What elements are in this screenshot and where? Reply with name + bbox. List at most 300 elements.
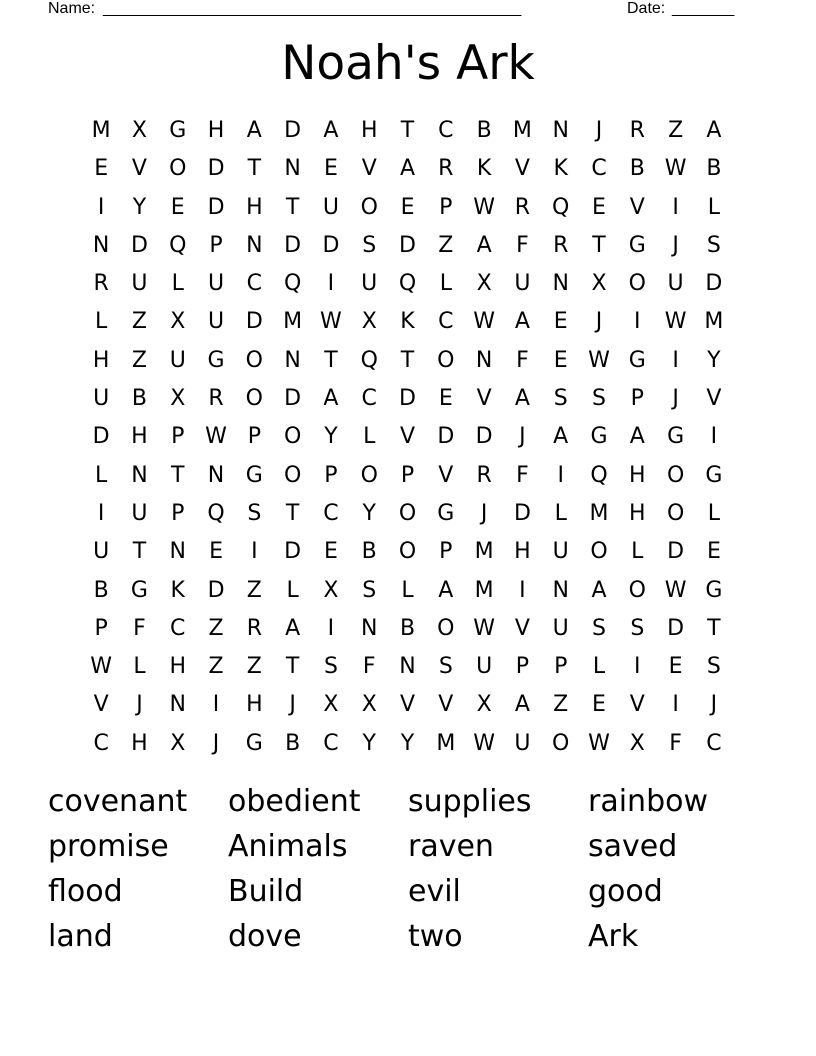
grid-letter: O [283,424,302,450]
word-list-item: promise [48,829,169,864]
grid-letter: D [284,232,302,258]
grid-letter: L [95,462,108,488]
word-search-grid [82,114,734,765]
grid-letter: W [664,309,687,335]
grid-letter: J [595,118,603,143]
grid-letter: I [672,347,679,373]
grid-letter: O [245,386,263,412]
grid-letter: V [438,462,454,488]
grid-letter: I [557,462,564,488]
word-list-item: raven [408,829,494,864]
grid-letter: G [130,577,148,603]
grid-letter: S [706,232,721,258]
grid-letter: P [515,654,530,680]
grid-letter: R [438,156,454,182]
grid-letter: I [672,692,679,718]
grid-letter: T [247,156,262,182]
grid-letter: U [131,271,148,297]
grid-letter: G [628,232,646,258]
grid-letter: A [553,424,569,450]
grid-letter: A [399,156,416,182]
word-list-item: flood [48,874,123,909]
grid-letter: X [323,577,339,603]
grid-letter: P [554,654,568,680]
grid-letter: T [400,118,415,143]
grid-letter: O [398,539,417,565]
grid-letter: P [439,194,453,220]
grid-letter: R [246,615,262,641]
grid-letter: N [284,156,301,182]
grid-letter: E [323,539,338,565]
grid-letter: O [245,347,263,373]
grid-letter: D [705,271,723,297]
grid-letter: D [207,156,225,182]
grid-letter: M [589,500,609,526]
grid-letter: M [474,577,494,603]
grid-letter: Z [208,654,224,680]
name-blank-line: _______________________________________________ [103,0,522,17]
grid-letter: V [706,386,722,412]
grid-letter: O [666,500,685,526]
word-list-item: saved [588,829,678,864]
grid-letter: Q [169,232,187,258]
grid-letter: M [474,539,494,565]
grid-letter: L [133,654,146,680]
grid-letter: A [323,118,339,143]
grid-letter: D [322,232,340,258]
grid-letter: F [362,654,376,680]
grid-letter: E [209,539,223,565]
grid-letter: X [629,730,645,756]
grid-letter: Q [283,271,302,297]
grid-row [82,459,734,497]
grid-letter: H [207,118,225,143]
grid-letter: K [170,577,185,603]
grid-letter: X [476,692,492,718]
grid-letter: K [553,156,568,182]
grid-letter: A [706,118,722,143]
grid-letter: C [93,730,109,756]
grid-letter: X [170,386,186,412]
grid-letter: V [438,692,454,718]
grid-letter: W [473,309,495,335]
grid-letter: R [476,462,492,488]
grid-letter: M [512,118,532,143]
grid-letter: A [323,386,339,412]
grid-letter: W [473,615,495,641]
grid-letter: N [360,615,378,641]
grid-letter: A [476,232,492,258]
grid-letter: E [323,156,338,182]
grid-letter: H [131,424,148,450]
grid-letter: J [212,730,220,756]
grid-letter: D [284,539,302,565]
grid-letter: I [97,500,105,526]
grid-letter: J [136,692,143,718]
grid-row [82,535,734,573]
grid-letter: G [437,500,455,526]
grid-letter: D [437,424,455,450]
grid-letter: Y [400,730,415,756]
grid-letter: S [362,232,377,258]
grid-letter: X [170,730,186,756]
grid-letter: H [629,500,646,526]
grid-row [82,305,734,343]
grid-letter: C [323,730,339,756]
grid-letter: A [514,309,530,335]
grid-letter: X [361,309,377,335]
grid-letter: H [629,462,646,488]
grid-letter: N [131,462,148,488]
grid-letter: U [514,271,531,297]
grid-row [82,612,734,650]
grid-letter: A [629,424,645,450]
grid-letter: R [553,232,569,258]
grid-letter: O [552,730,570,756]
grid-letter: T [285,194,300,220]
grid-letter: B [476,118,492,143]
grid-letter: N [169,692,186,718]
page-title: Noah's Ark [281,36,535,91]
grid-letter: U [131,500,148,526]
grid-letter: V [629,194,645,220]
grid-letter: W [320,309,342,335]
grid-letter: O [666,462,685,488]
grid-letter: X [476,271,492,297]
word-list-item: rainbow [588,784,708,819]
grid-letter: E [553,347,568,373]
grid-letter: I [97,194,105,220]
grid-letter: E [94,156,109,182]
grid-letter: S [247,500,262,526]
date-label: Date: [627,0,666,17]
grid-letter: W [664,156,687,182]
grid-letter: J [519,424,526,450]
grid-letter: D [207,194,225,220]
grid-letter: I [327,615,335,641]
date-blank-line: _______ [672,0,735,17]
grid-letter: Z [131,347,147,373]
grid-letter: F [133,615,146,641]
grid-letter: P [209,232,223,258]
grid-letter: E [706,539,721,565]
grid-letter: W [588,347,610,373]
grid-letter: U [476,654,493,680]
grid-letter: G [667,424,685,450]
word-list-item: supplies [408,784,532,819]
grid-letter: Q [207,500,225,526]
grid-letter: E [592,194,606,220]
word-list-item: good [588,874,663,909]
grid-row [82,688,734,726]
grid-letter: D [207,577,225,603]
grid-letter: R [629,118,645,143]
grid-letter: G [245,730,263,756]
grid-letter: F [516,347,529,373]
grid-letter: U [552,615,569,641]
grid-letter: H [131,730,148,756]
grid-letter: C [706,730,722,756]
grid-letter: I [634,309,641,335]
grid-letter: O [437,347,455,373]
grid-letter: E [170,194,185,220]
grid-letter: N [399,654,416,680]
grid-letter: T [285,500,300,526]
grid-letter: Z [668,118,684,143]
grid-letter: X [591,271,607,297]
grid-letter: Q [552,194,570,220]
grid-letter: T [400,347,415,373]
grid-letter: I [519,577,526,603]
grid-letter: U [552,539,569,565]
grid-letter: D [513,500,531,526]
grid-letter: C [591,156,607,182]
grid-letter: A [285,615,301,641]
grid-row [82,152,734,190]
grid-letter: J [710,692,718,718]
grid-letter: I [634,654,641,680]
grid-letter: R [93,271,109,297]
grid-letter: E [668,654,683,680]
grid-letter: U [207,309,225,335]
grid-letter: G [245,462,263,488]
grid-letter: A [591,577,607,603]
grid-letter: S [438,654,453,680]
grid-letter: S [592,615,606,641]
grid-letter: I [251,539,258,565]
grid-letter: G [207,347,225,373]
grid-letter: U [361,271,378,297]
grid-letter: V [514,615,530,641]
grid-letter: P [247,424,261,450]
grid-letter: C [323,500,339,526]
word-list-item: dove [228,919,302,954]
grid-letter: H [246,194,263,220]
grid-letter: O [437,615,455,641]
grid-letter: G [169,118,187,143]
grid-letter: A [438,577,454,603]
grid-letter: W [473,194,495,220]
grid-letter: C [438,309,454,335]
word-list-item: land [48,919,113,954]
grid-letter: H [92,347,110,373]
grid-letter: B [285,730,301,756]
grid-letter: U [514,730,531,756]
grid-letter: Y [132,194,147,220]
grid-letter: U [93,386,110,412]
grid-letter: C [246,271,263,297]
grid-letter: I [710,424,718,450]
grid-letter: B [629,156,645,182]
grid-row [82,497,734,535]
grid-letter: J [595,309,603,335]
grid-letter: X [170,309,186,335]
grid-letter: S [592,386,606,412]
grid-letter: N [92,232,110,258]
grid-letter: P [324,462,338,488]
grid-letter: Z [438,232,454,258]
grid-letter: L [363,424,376,450]
grid-letter: O [590,539,608,565]
word-list-item: covenant [48,784,188,819]
grid-letter: L [95,309,108,335]
grid-letter: W [205,424,227,450]
grid-row [82,229,734,267]
grid-letter: X [131,118,147,143]
grid-letter: U [93,539,110,565]
grid-letter: L [286,577,299,603]
grid-letter: D [475,424,493,450]
grid-letter: E [553,309,568,335]
grid-letter: X [361,692,377,718]
grid-letter: S [553,386,568,412]
word-list-item: obedient [228,784,361,819]
grid-letter: D [130,232,148,258]
grid-row [82,727,734,765]
grid-letter: E [400,194,415,220]
grid-letter: T [324,347,338,373]
grid-letter: U [207,271,225,297]
grid-letter: V [629,692,645,718]
grid-letter: F [669,730,682,756]
grid-letter: V [361,156,377,182]
grid-letter: S [362,577,377,603]
grid-letter: N [207,462,225,488]
grid-letter: Y [707,347,721,373]
grid-letter: W [473,730,495,756]
grid-letter: P [400,462,415,488]
grid-letter: G [705,462,723,488]
grid-letter: E [592,692,606,718]
grid-row [82,420,734,458]
grid-letter: C [170,615,186,641]
grid-letter: K [400,309,415,335]
grid-letter: I [327,271,335,297]
grid-letter: J [672,232,679,258]
grid-letter: U [322,194,339,220]
grid-letter: I [212,692,220,718]
grid-letter: D [667,539,685,565]
grid-letter: B [131,386,147,412]
grid-letter: I [672,194,679,220]
word-list-item: evil [408,874,461,909]
grid-letter: W [588,730,610,756]
grid-letter: N [169,539,186,565]
grid-row [82,191,734,229]
grid-letter: Y [362,730,376,756]
grid-letter: U [667,271,684,297]
grid-letter: O [169,156,187,182]
grid-letter: O [360,194,378,220]
grid-letter: Z [131,309,147,335]
grid-letter: D [667,615,685,641]
grid-letter: Z [246,577,262,603]
grid-letter: D [399,232,416,258]
grid-letter: V [131,156,147,182]
word-list-item: Animals [228,829,348,864]
grid-letter: G [705,577,723,603]
grid-letter: B [361,539,377,565]
grid-letter: Y [362,500,376,526]
grid-letter: A [514,692,530,718]
grid-letter: G [590,424,608,450]
grid-letter: R [514,194,531,220]
grid-letter: H [246,692,263,718]
grid-letter: S [323,654,338,680]
grid-letter: W [664,577,687,603]
grid-row [82,382,734,420]
grid-letter: M [436,730,456,756]
grid-letter: P [94,615,108,641]
grid-letter: N [552,118,569,143]
grid-letter: P [171,424,185,450]
grid-letter: N [552,271,569,297]
grid-letter: T [285,654,300,680]
grid-letter: A [246,118,262,143]
grid-letter: O [283,462,302,488]
grid-letter: T [171,462,185,488]
grid-letter: V [476,386,492,412]
grid-letter: Y [324,424,338,450]
grid-letter: U [169,347,186,373]
name-label: Name: [48,0,96,17]
grid-letter: Z [246,654,262,680]
grid-letter: J [289,692,296,718]
grid-letter: D [92,424,110,450]
grid-letter: T [707,615,721,641]
grid-letter: H [514,539,531,565]
grid-letter: L [401,577,414,603]
grid-letter: Z [208,615,224,641]
grid-letter: P [171,500,185,526]
grid-letter: V [399,692,416,718]
grid-row [82,114,734,152]
grid-letter: Q [398,271,417,297]
word-list [48,781,768,961]
grid-row [82,650,734,688]
grid-letter: V [93,692,109,718]
grid-letter: L [592,654,606,680]
grid-letter: F [516,232,529,258]
grid-letter: D [399,386,416,412]
grid-letter: E [438,386,453,412]
grid-letter: M [91,118,111,143]
grid-letter: D [245,309,263,335]
grid-letter: N [552,577,569,603]
grid-letter: P [439,539,453,565]
grid-letter: S [630,615,645,641]
grid-letter: O [628,271,646,297]
grid-letter: S [706,654,721,680]
grid-letter: K [476,156,492,182]
grid-row [82,574,734,612]
grid-letter: N [475,347,493,373]
grid-letter: A [514,386,530,412]
grid-letter: N [284,347,301,373]
grid-letter: T [132,539,147,565]
grid-letter: O [360,462,378,488]
word-list-item: Build [228,874,304,909]
grid-letter: L [707,500,721,526]
grid-letter: F [516,462,529,488]
grid-letter: Z [553,692,569,718]
grid-letter: G [628,347,646,373]
grid-letter: O [628,577,646,603]
grid-letter: V [399,424,416,450]
grid-letter: T [592,232,606,258]
grid-letter: J [672,386,679,412]
grid-row [82,267,734,305]
